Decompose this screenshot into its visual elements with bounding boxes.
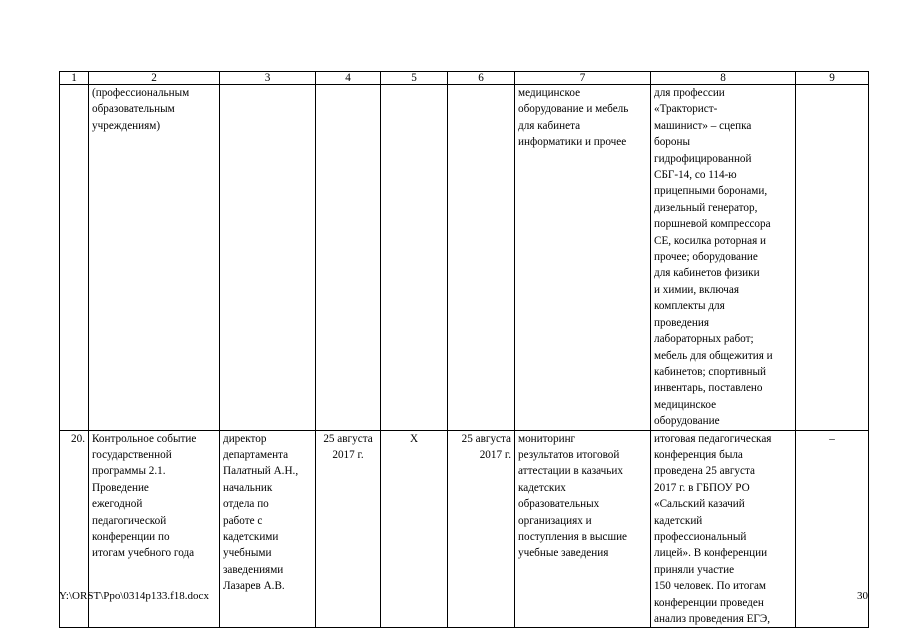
column-number: 4 [316,72,381,85]
responsible-cell: директор департамента Палатный А.Н., начальник отдела по работе с кадетскими учебными заведениями Лазарев А.В. [220,430,316,628]
actual-date-cell: 25 августа 2017 г. [448,430,515,628]
planned-date-cell: 25 августа 2017 г. [316,430,381,628]
column-number: 3 [220,72,316,85]
responsible-cell [220,85,316,431]
row-number-cell: 20. [60,430,89,628]
table-row [60,85,869,431]
planned-result-cell: медицинское оборудование и мебель для кабинета информатики и прочее [515,85,651,431]
column-number: 8 [651,72,796,85]
page-number: 30 [857,590,868,602]
column-number-row [60,72,869,85]
event-name-cell: (профессиональным образовательным учреждениям) [89,85,220,431]
planned-date-cell [316,85,381,431]
column-number: 5 [381,72,448,85]
actual-result-cell: итоговая педагогическая конференция была проведена 25 августа 2017 г. в ГБПОУ РО «Сальский казачий кадетский профессиональный лицей». В конференции приняли участие 150 человек. По итогам конференции проведен анализ проведения ЕГЭ, [651,430,796,628]
document-table [59,71,869,628]
column-number: 1 [60,72,89,85]
notes-cell [796,85,869,431]
expected-date-cell [381,85,448,431]
column-number: 6 [448,72,515,85]
column-number: 9 [796,72,869,85]
notes-cell: – [796,430,869,628]
column-number: 2 [89,72,220,85]
actual-date-cell [448,85,515,431]
event-name-cell: Контрольное событие государственной программы 2.1. Проведение ежегодной педагогической конференции по итогам учебного года [89,430,220,628]
expected-date-cell: Х [381,430,448,628]
row-number-cell [60,85,89,431]
column-number: 7 [515,72,651,85]
actual-result-cell: для профессии «Тракторист- машинист» – сцепка бороны гидрофицированной СБГ-14, со 114-ю прицепными боронами, дизельный генератор, поршневой компрессора СЕ, косилка роторная и прочее; оборудование для кабинетов физики и химии, включая комплекты для проведения лабораторных работ; мебель для общежития и кабинетов; спортивный инвентарь, поставлено медицинское оборудование [651,85,796,431]
footer-file-path: Y:\ORST\Ppo\0314p133.f18.docx [59,590,209,602]
planned-result-cell: мониторинг результатов итоговой аттестации в казачьих кадетских образовательных организациях и поступления в высшие учебные заведения [515,430,651,628]
